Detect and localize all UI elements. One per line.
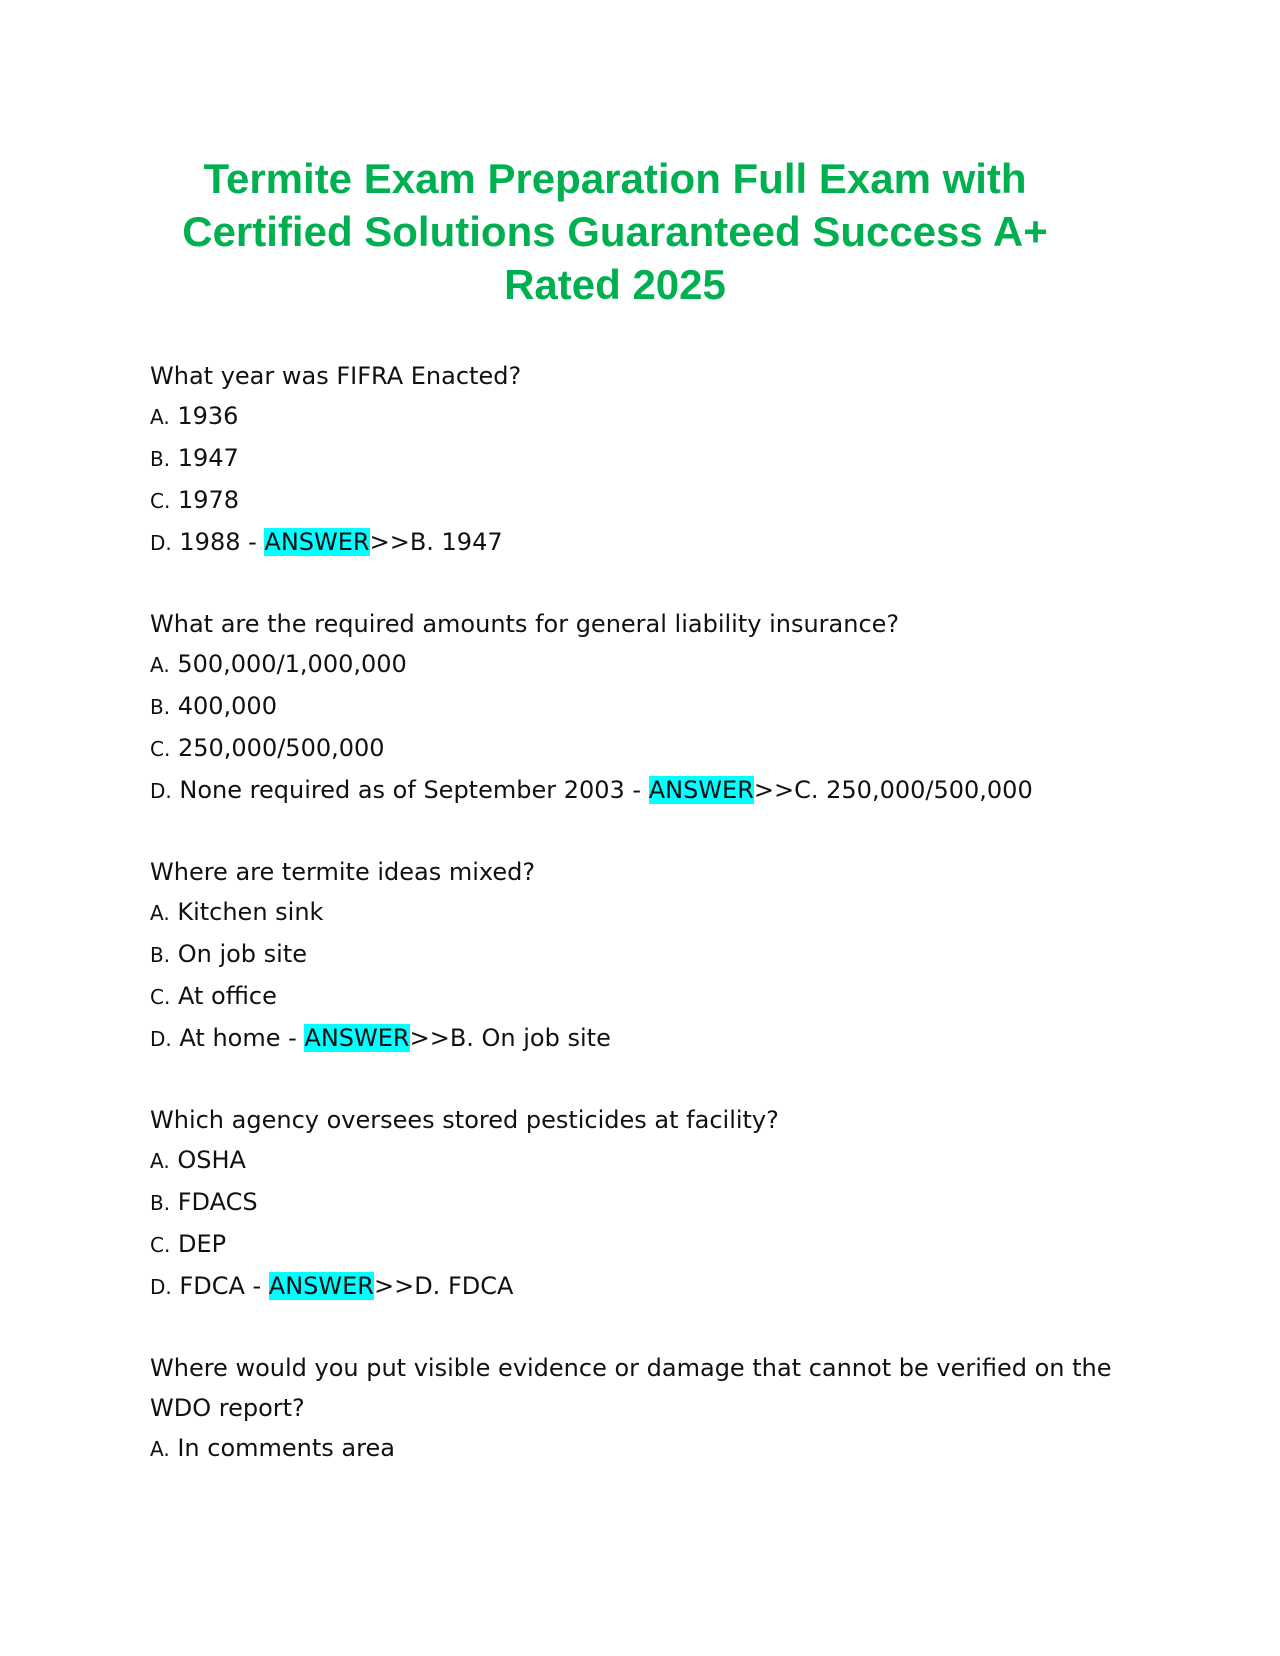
answer-option [150,1266,1150,1308]
title-line: Certified Solutions Guaranteed Success A+ [182,208,1048,255]
option-letter: B. [150,1191,171,1215]
option-text: 250,000/500,000 [177,734,385,762]
document-title [150,152,1080,311]
option-letter: C. [150,489,171,513]
question-text: Where are termite ideas mixed? [150,858,536,886]
option-letter: B. [150,943,171,967]
option-letter: C. [150,737,171,761]
title-line: Termite Exam Preparation Full Exam with [203,155,1027,202]
correct-answer: >>B. On job site [409,1024,611,1052]
question-text: Which agency oversees stored pesticides at facility? [150,1106,779,1134]
question-text: What are the required amounts for general liability insurance? [150,610,900,638]
answer-highlight: ANSWER [264,528,370,556]
option-text: 1936 [177,402,239,430]
answer-option [150,480,1150,522]
answer-option [150,438,1150,480]
title-line: Rated 2025 [504,261,726,308]
option-letter: D. [150,531,172,555]
answer-option [150,1182,1150,1224]
answer-option [150,934,1150,976]
option-text: At home - [179,1024,305,1052]
question-block [150,852,1150,1060]
question-block [150,1100,1150,1308]
option-letter: A. [150,1437,170,1461]
option-text: 1978 [177,486,240,514]
option-text: FDCA - [179,1272,269,1300]
answer-option [150,686,1150,728]
question-block [150,1348,1150,1470]
option-letter: B. [150,695,171,719]
option-letter: B. [150,447,171,471]
option-text: 500,000/1,000,000 [177,650,407,678]
answer-option [150,1018,1150,1060]
option-letter: D. [150,779,172,803]
option-text: OSHA [177,1146,246,1174]
answer-option [150,976,1150,1018]
correct-answer: >>C. 250,000/500,000 [753,776,1033,804]
option-text: DEP [177,1230,227,1258]
option-text: Kitchen sink [177,898,324,926]
question-text: Where would you put visible evidence or damage that cannot be verified on the WDO report? [150,1354,1112,1422]
answer-option [150,892,1150,934]
option-letter: D. [150,1027,172,1051]
option-text: None required as of September 2003 - [179,776,649,804]
option-letter: C. [150,1233,171,1257]
option-letter: A. [150,405,170,429]
answer-option [150,1140,1150,1182]
option-letter: A. [150,653,170,677]
answer-option [150,1224,1150,1266]
option-text: 1947 [177,444,239,472]
correct-answer: >>D. FDCA [373,1272,514,1300]
answer-option [150,770,1150,812]
option-text: In comments area [177,1434,395,1462]
answer-option [150,1428,1150,1470]
correct-answer: >>B. 1947 [369,528,503,556]
option-text: 1988 - [179,528,265,556]
answer-option [150,522,1150,564]
option-text: At office [177,982,277,1010]
answer-highlight: ANSWER [268,1272,374,1300]
option-text: FDACS [177,1188,258,1216]
option-text: On job site [177,940,308,968]
option-letter: A. [150,1149,170,1173]
option-letter: D. [150,1275,172,1299]
answer-option [150,728,1150,770]
answer-highlight: ANSWER [648,776,754,804]
option-text: 400,000 [177,692,277,720]
question-text: What year was FIFRA Enacted? [150,362,522,390]
answer-option [150,644,1150,686]
question-block [150,604,1150,812]
option-letter: A. [150,901,170,925]
option-letter: C. [150,985,171,1009]
answer-highlight: ANSWER [304,1024,410,1052]
question-block [150,356,1150,564]
question-list [150,356,1150,1510]
answer-option [150,396,1150,438]
